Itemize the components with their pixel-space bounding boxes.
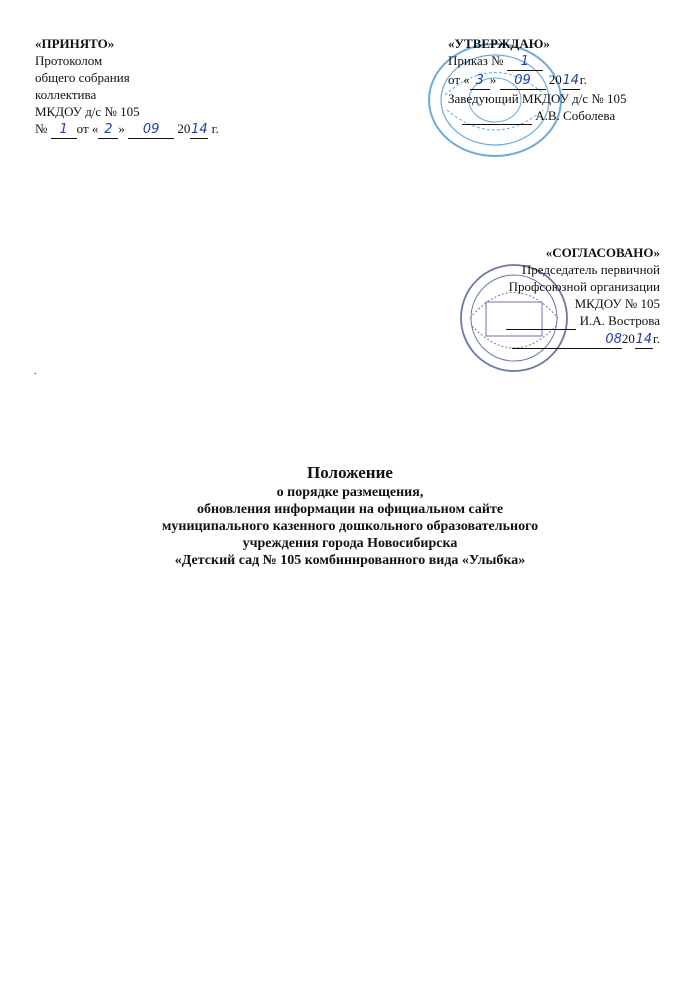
document-title-block — [0, 462, 700, 569]
accepted-num-prefix: № — [35, 121, 48, 136]
agreed-signature-line — [506, 312, 660, 330]
approved-signature-line — [448, 107, 627, 125]
approved-year-prefix: 20 — [548, 72, 562, 87]
approved-order-value: 1 — [507, 53, 543, 71]
document-subtitle-line-4: учреждения города Новосибирска — [242, 536, 458, 551]
approved-signature-blank — [462, 107, 532, 125]
approved-year: 14 — [562, 73, 580, 88]
accepted-block — [35, 35, 219, 139]
accepted-line-4: МКДОУ д/с № 105 — [35, 104, 140, 119]
agreed-signature-blank — [506, 312, 576, 330]
approved-name: А.В. Соболева — [535, 108, 616, 123]
document-subtitle-line-2: обновления информации на официальном сайте — [196, 502, 504, 517]
approved-month: 09 — [500, 72, 546, 90]
accepted-from-label: от « — [76, 121, 99, 136]
approved-heading: «УТВЕРЖДАЮ» — [448, 36, 550, 51]
accepted-year-suffix: г. — [211, 121, 219, 136]
accepted-heading: «ПРИНЯТО» — [35, 36, 115, 51]
agreed-month: 08 — [512, 331, 622, 349]
approved-order-label: Приказ № — [448, 53, 504, 68]
accepted-month: 09 — [128, 121, 174, 139]
accepted-quote-close: » — [118, 121, 125, 136]
accepted-line-2: общего собрания — [35, 70, 130, 85]
approved-day: 3 — [470, 72, 490, 90]
accepted-year-prefix: 20 — [177, 121, 191, 136]
agreed-line-1: Председатель первичной — [521, 262, 660, 277]
agreed-line-3: МКДОУ № 105 — [574, 296, 660, 311]
agreed-heading: «СОГЛАСОВАНО» — [545, 245, 660, 260]
approved-year-suffix: г. — [579, 72, 587, 87]
agreed-line-2: Профсоюзной организации — [508, 279, 660, 294]
stray-mark: . — [34, 366, 37, 377]
accepted-line-1: Протоколом — [35, 53, 103, 68]
approved-block — [448, 35, 627, 125]
document-subtitle-line-5: «Детский сад № 105 комбинированного вида «Улыбка» — [174, 553, 526, 568]
agreed-year-prefix: 20 — [621, 331, 635, 346]
approved-quote-close: » — [489, 72, 497, 87]
approved-date-line — [448, 71, 627, 90]
agreed-year-suffix: г. — [652, 331, 660, 346]
approved-position: Заведующий МКДОУ д/с № 105 — [448, 91, 627, 106]
accepted-line-3: коллектива — [35, 87, 97, 102]
accepted-num-value: 1 — [51, 121, 77, 139]
document-title: Положение — [307, 463, 393, 482]
agreed-date-line — [506, 330, 660, 349]
agreed-block — [506, 244, 660, 349]
approved-order-line — [448, 52, 627, 71]
accepted-year: 14 — [191, 122, 208, 137]
document-subtitle-line-1: о порядке размещения, — [276, 485, 424, 500]
accepted-day: 2 — [98, 121, 118, 139]
accepted-protocol-line — [35, 120, 219, 139]
agreed-year: 14 — [635, 332, 653, 347]
document-subtitle-line-3: муниципального казенного дошкольного образовательного — [161, 519, 539, 534]
approved-from-label: от « — [448, 72, 470, 87]
agreed-name: И.А. Вострова — [579, 313, 660, 328]
